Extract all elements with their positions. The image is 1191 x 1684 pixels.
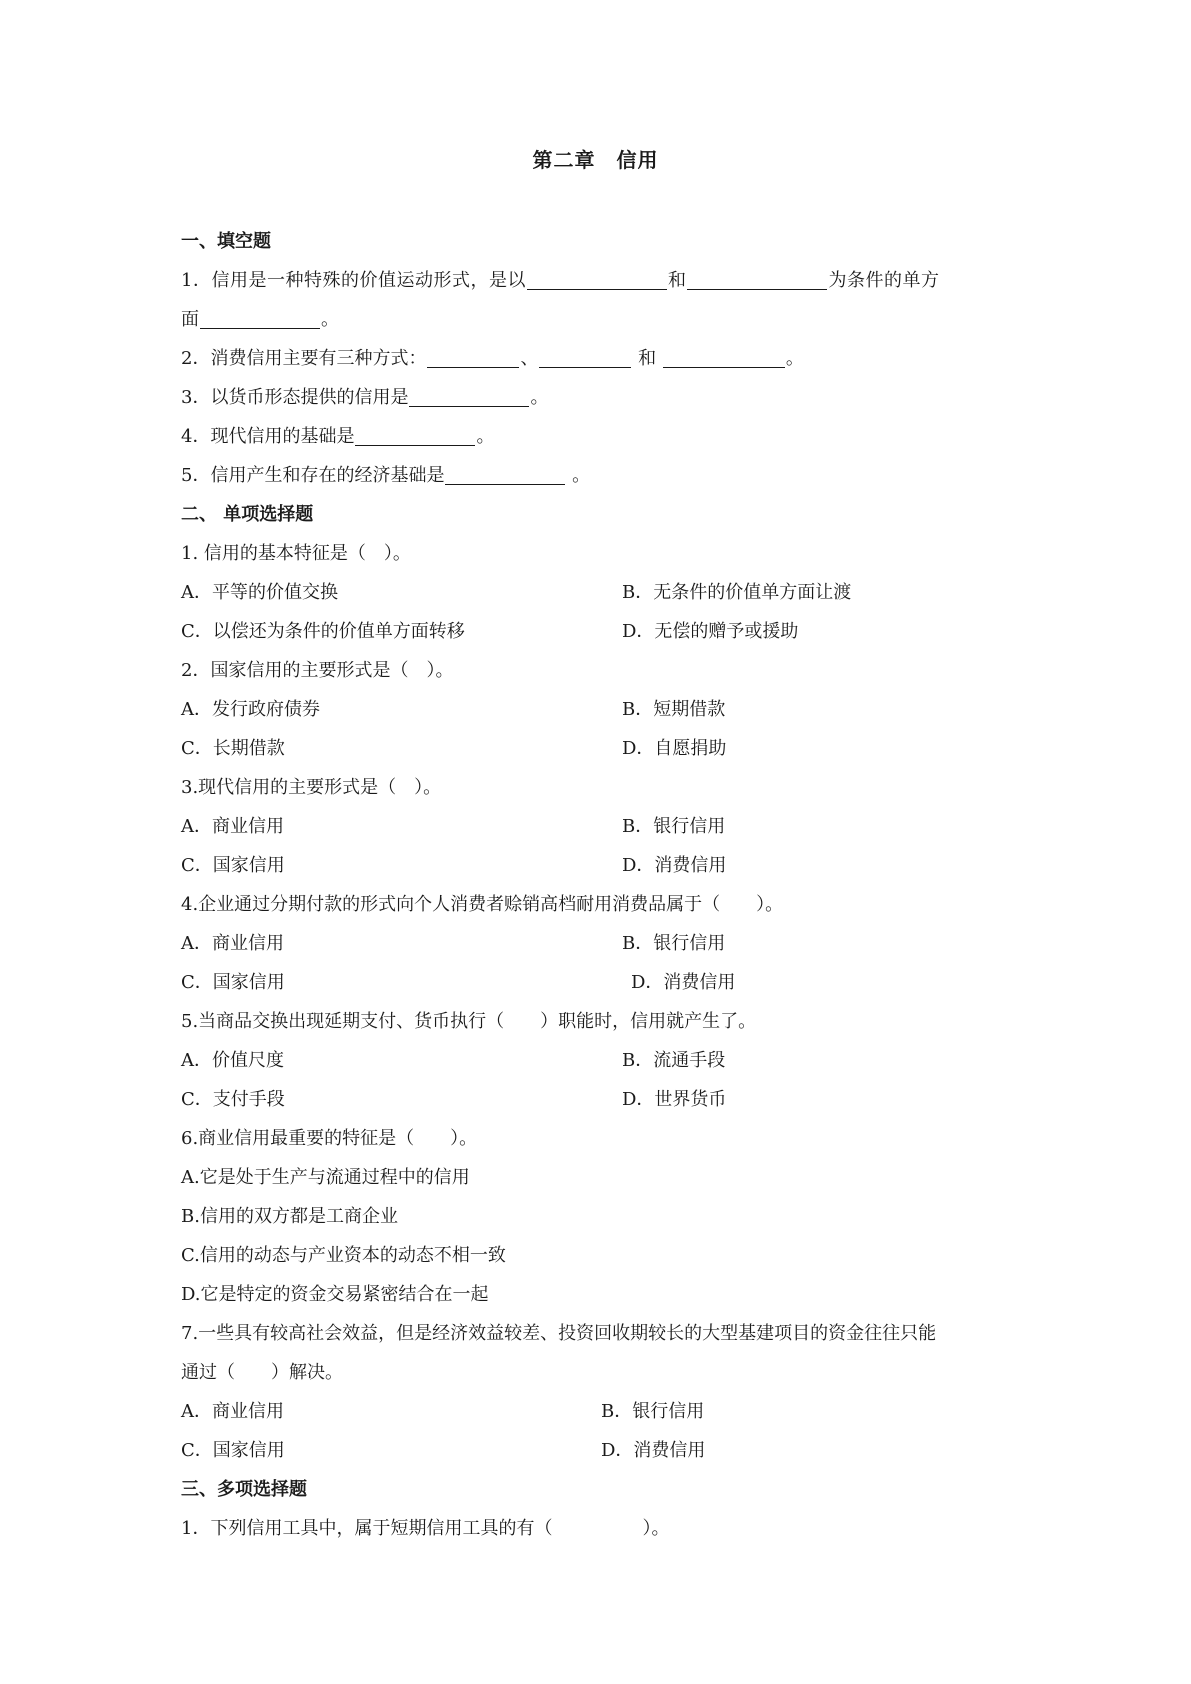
single-question-1: 1. 信用的基本特征是（ ）。 bbox=[181, 543, 411, 564]
option-d[interactable]: D．无偿的赠予或援助 bbox=[622, 621, 799, 642]
option-a[interactable]: A．价值尺度 bbox=[181, 1050, 284, 1071]
single-question-2: 2．国家信用的主要形式是（ ）。 bbox=[181, 660, 454, 681]
option-row bbox=[181, 924, 1021, 963]
single-question-7-cont: 通过（ ）解决。 bbox=[181, 1362, 343, 1383]
answer-blank[interactable] bbox=[427, 345, 519, 368]
single-question-4: 4.企业通过分期付款的形式向个人消费者赊销高档耐用消费品属于（ ）。 bbox=[181, 894, 784, 915]
option-b[interactable]: B．银行信用 bbox=[622, 933, 726, 954]
answer-blank[interactable] bbox=[409, 384, 529, 407]
option-row bbox=[181, 690, 1021, 729]
single-question-5: 5.当商品交换出现延期支付、货币执行（ ）职能时，信用就产生了。 bbox=[181, 1011, 757, 1032]
document-body bbox=[181, 222, 1021, 1548]
option-a[interactable]: A．商业信用 bbox=[181, 1401, 284, 1422]
option-d[interactable]: D．消费信用 bbox=[631, 972, 736, 993]
answer-blank[interactable] bbox=[527, 267, 667, 290]
answer-blank[interactable] bbox=[539, 345, 631, 368]
option-d[interactable]: D．自愿捐助 bbox=[622, 738, 727, 759]
option-d[interactable]: D．消费信用 bbox=[622, 855, 727, 876]
answer-blank[interactable] bbox=[200, 306, 320, 329]
answer-blank[interactable] bbox=[355, 423, 475, 446]
section-heading-single: 二、 单项选择题 bbox=[181, 504, 314, 525]
option-c[interactable]: C．国家信用 bbox=[181, 855, 285, 876]
option-c[interactable]: C.信用的动态与产业资本的动态不相一致 bbox=[181, 1245, 506, 1266]
option-c[interactable]: C．国家信用 bbox=[181, 1440, 285, 1461]
option-b[interactable]: B．银行信用 bbox=[601, 1401, 705, 1422]
section-heading-fill: 一、填空题 bbox=[181, 231, 271, 252]
option-c[interactable]: C．支付手段 bbox=[181, 1089, 285, 1110]
fill-question-5: 5．信用产生和存在的经济基础是 。 bbox=[181, 456, 1021, 495]
option-d[interactable]: D.它是特定的资金交易紧密结合在一起 bbox=[181, 1284, 489, 1305]
option-a[interactable]: A．商业信用 bbox=[181, 933, 284, 954]
option-row bbox=[181, 846, 1021, 885]
single-question-7: 7.一些具有较高社会效益，但是经济效益较差、投资回收期较长的大型基建项目的资金往往只能 bbox=[181, 1323, 937, 1344]
fill-question-2: 2．消费信用主要有三种方式： 、 和 。 bbox=[181, 339, 1021, 378]
option-c[interactable]: C．国家信用 bbox=[181, 972, 285, 993]
option-b[interactable]: B．流通手段 bbox=[622, 1050, 726, 1071]
option-a[interactable]: A．平等的价值交换 bbox=[181, 582, 338, 603]
option-a[interactable]: A．商业信用 bbox=[181, 816, 284, 837]
option-row bbox=[181, 612, 1021, 651]
option-row bbox=[181, 963, 1021, 1002]
option-a[interactable]: A.它是处于生产与流通过程中的信用 bbox=[181, 1167, 470, 1188]
option-b[interactable]: B．无条件的价值单方面让渡 bbox=[622, 582, 852, 603]
option-a[interactable]: A．发行政府债券 bbox=[181, 699, 320, 720]
option-b[interactable]: B．银行信用 bbox=[622, 816, 726, 837]
option-b[interactable]: B.信用的双方都是工商企业 bbox=[181, 1206, 398, 1227]
answer-blank[interactable] bbox=[687, 267, 827, 290]
answer-blank[interactable] bbox=[445, 462, 565, 485]
single-question-6: 6.商业信用最重要的特征是（ ）。 bbox=[181, 1128, 478, 1149]
option-c[interactable]: C．以偿还为条件的价值单方面转移 bbox=[181, 621, 465, 642]
option-d[interactable]: D．消费信用 bbox=[601, 1440, 706, 1461]
single-question-3: 3.现代信用的主要形式是（ ）。 bbox=[181, 777, 442, 798]
fill-question-3: 3．以货币形态提供的信用是 。 bbox=[181, 378, 1021, 417]
fill-question-1: 1．信用是一种特殊的价值运动形式，是以 和 为条件的单方 bbox=[181, 261, 1021, 300]
page-title: 第二章 信用 bbox=[532, 148, 659, 172]
multi-question-1: 1．下列信用工具中，属于短期信用工具的有（ ）。 bbox=[181, 1518, 670, 1539]
option-c[interactable]: C．长期借款 bbox=[181, 738, 285, 759]
option-row bbox=[181, 1041, 1021, 1080]
option-row bbox=[181, 807, 1021, 846]
option-row bbox=[181, 729, 1021, 768]
option-row bbox=[181, 1392, 1021, 1431]
option-row bbox=[181, 1431, 1021, 1470]
answer-blank[interactable] bbox=[663, 345, 785, 368]
option-row bbox=[181, 1080, 1021, 1119]
fill-question-4: 4．现代信用的基础是 。 bbox=[181, 417, 1021, 456]
option-b[interactable]: B．短期借款 bbox=[622, 699, 726, 720]
option-row bbox=[181, 573, 1021, 612]
section-heading-multi: 三、多项选择题 bbox=[181, 1479, 307, 1500]
fill-question-1-cont: 面 。 bbox=[181, 300, 1021, 339]
option-d[interactable]: D．世界货币 bbox=[622, 1089, 727, 1110]
